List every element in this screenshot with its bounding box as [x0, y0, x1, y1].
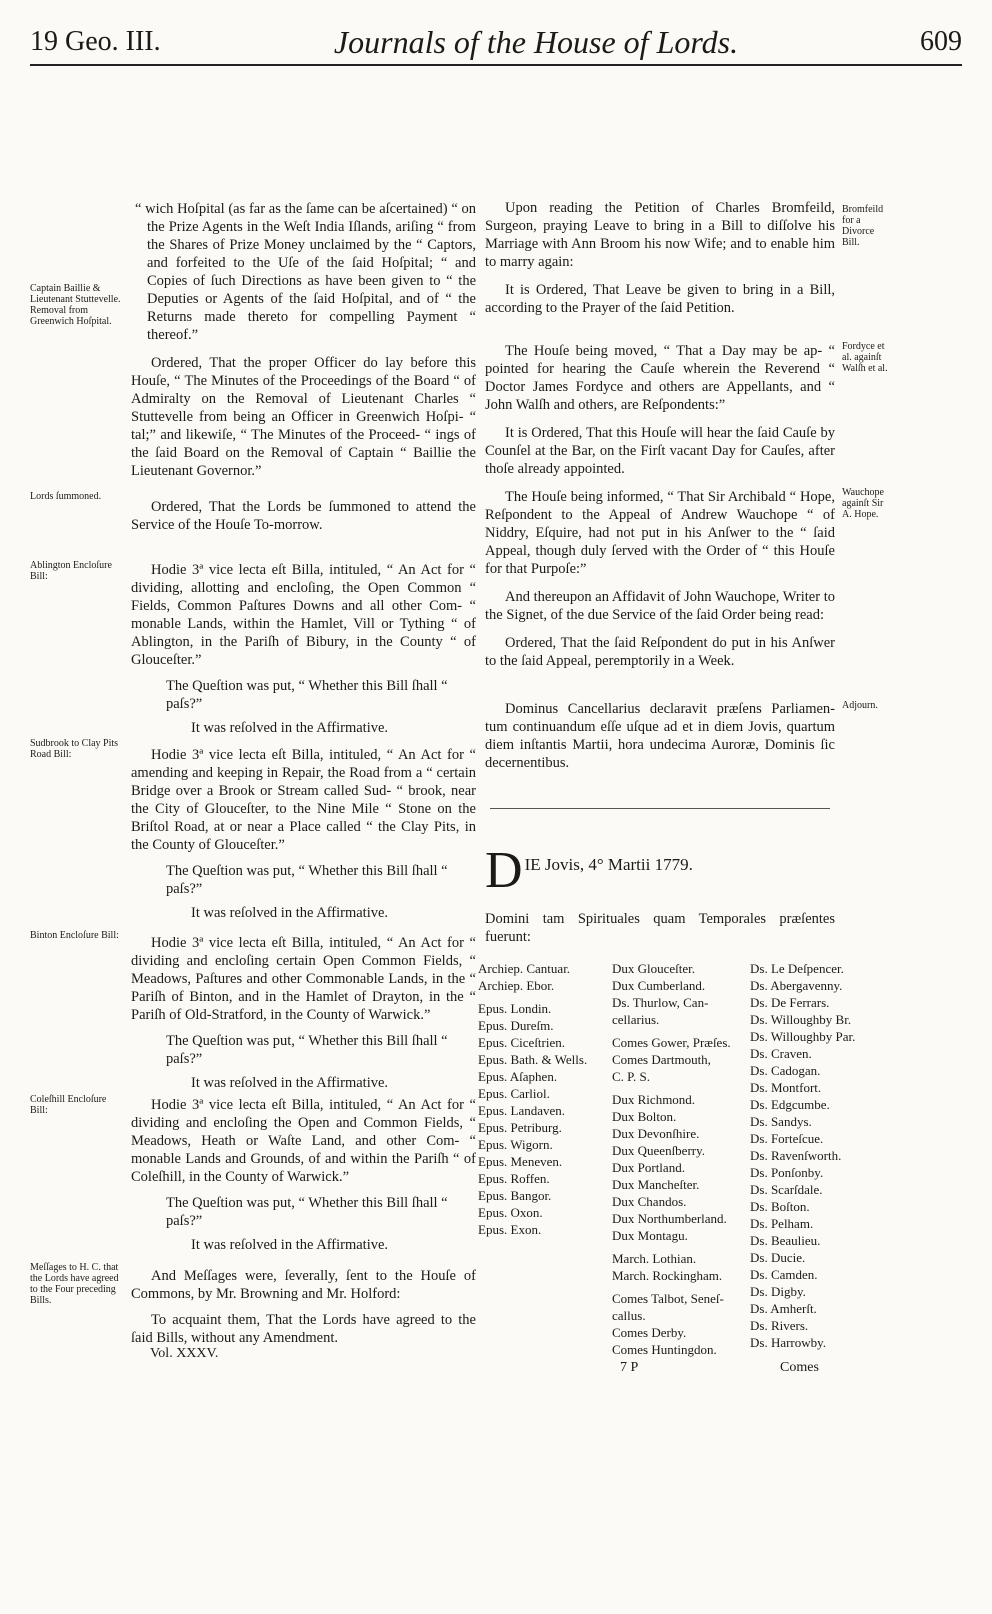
entry-bromfeild-petition: Upon reading the Petition of Charles Bromfeild, Surgeon, praying Leave to bring in a Bill to diſſolve his Marriage with Ann Broom his now Wife; and to enable him to marry again: It is Ordered, That Leave be given to bring in a Bill, according to the Prayer of the ſaid Petition.	[485, 200, 835, 316]
margin-note: Lords ſummoned.	[30, 491, 102, 502]
margin-note: Bromfeild for a Divorce Bill.	[842, 204, 884, 248]
attendee-name: Dux Cumberland.	[612, 978, 706, 993]
margin-note: Binton Encloſure Bill:	[30, 930, 119, 941]
attendee-name: Epus. Bath. & Wells.	[478, 1052, 588, 1067]
attendee-name: Comes Talbot, Seneſ-	[612, 1291, 724, 1306]
attendee-name: Ds. Montfort.	[750, 1080, 822, 1095]
attendee-name: Epus. Aſaphen.	[478, 1069, 558, 1084]
attendee-name: Ds. Harrowby.	[750, 1335, 827, 1350]
margin-note: Coleſhill Encloſure Bill:	[30, 1094, 107, 1116]
attendee-name: Ds. Camden.	[750, 1267, 818, 1282]
entry-sudbrook-bill: Hodie 3ª vice lecta eſt Billa, intituled, “ An Act for “ amending and keeping in Repair, the Road from a “ certain Bridge over a Brook or Stream called Sud- “ brook, near the City of Glouceſter, to the Nine Mile “ Stone on the Briſtol Road, at or near a Place called “ the Clay Pits, in the County of Glouceſter.” The Queſtion was put, “ Whether this Bill ſhall “ paſs?” It was reſolved in the Affirmative.	[131, 747, 476, 921]
attendee-name: Ds. Willoughby Par.	[750, 1029, 856, 1044]
signature-mark: 7 P	[620, 1360, 639, 1375]
attendee-name: Dux Montagu.	[612, 1228, 688, 1243]
attendee-name: March. Lothian.	[612, 1251, 697, 1266]
attendee-name: Ds. Boſton.	[750, 1199, 810, 1214]
entry-order-minutes: Ordered, That the proper Officer do lay before this Houſe, “ The Minutes of the Proceedings of the Board “ of Admiralty on the Removal of Lieutenant Charles “ Stuttevelle from being an Officer in Greenwich Hoſpi- “ tal;” and likewiſe, “ The Minutes of the Proceed- “ ings of the ſaid Board on the Removal of Captain “ Baillie the Lieutenant Governor.”	[131, 355, 476, 479]
attendee-name: Epus. Roffen.	[478, 1171, 550, 1186]
attendee-name: Comes Huntingdon.	[612, 1342, 717, 1357]
attendee-name: cellarius.	[612, 1012, 660, 1027]
attendee-name: Archiep. Ebor.	[478, 978, 555, 993]
header-title: Journals of the House of Lords.	[333, 24, 739, 60]
attendee-name: Ds. Sandys.	[750, 1114, 812, 1129]
attendee-name: Dux Devonſhire.	[612, 1126, 700, 1141]
entry-wauchope-appeal: The Houſe being informed, “ That Sir Archibald “ Hope, Reſpondent to the Appeal of Andrew Wauchope “ of Niddry, Eſquire, had not put in his Anſwer to the “ ſaid Appeal, though duly ſerved with the Order of “ this Houſe for that Purpoſe:” And thereupon an Affidavit of John Wauchope, Writer to the Signet, of the due Service of the ſaid Order being read: Ordered, That the ſaid Reſpondent do put in his Anſwer to the ſaid Appeal, peremptorily in a Week.	[485, 489, 835, 669]
entry-lords-summoned: Ordered, That the Lords be ſummoned to attend the Service of the Houſe To-morrow.	[131, 499, 476, 533]
margin-note: Ablington Encloſure Bill:	[30, 560, 112, 582]
section-rule	[490, 808, 830, 809]
margin-note: Adjourn.	[842, 700, 878, 711]
attendee-name: callus.	[612, 1308, 646, 1323]
attendee-name: Epus. Wigorn.	[478, 1137, 553, 1152]
margin-note: Sudbrook to Clay Pits Road Bill:	[30, 738, 119, 760]
attendee-name: Ds. Ducie.	[750, 1250, 806, 1265]
attendee-name: Ds. Digby.	[750, 1284, 806, 1299]
attendee-name: Epus. Exon.	[478, 1222, 542, 1237]
attendance-bishops	[478, 960, 587, 1238]
attendee-name: Comes Gower, Præſes.	[612, 1035, 731, 1050]
entry-binton-bill: Hodie 3ª vice lecta eſt Billa, intituled, “ An Act for “ dividing and encloſing certain Open Common Fields, “ Meadows, Paſtures and other Commonable Lands, in the “ Pariſh of Binton, and in the Hamlet of Drayton, in the “ Pariſh of Old-Stratford, in the County of Warwick.” The Queſtion was put, “ Whether this Bill ſhall “ paſs?” It was reſolved in the Affirmative.	[131, 935, 476, 1091]
margin-note: Wauchope againſt Sir A. Hope.	[842, 487, 884, 520]
attendee-name: Ds. Forteſcue.	[750, 1131, 824, 1146]
attendance-barons	[750, 960, 855, 1351]
attendee-name: Ds. Amherſt.	[750, 1301, 817, 1316]
entry-adjournment: Dominus Cancellarius declaravit præſens Parliamen- tum continuandum eſſe uſque ad et in diem Jovis, quartum diem inſtantis Martii, hora undecima Auroræ, Dominis ſic decernentibus.	[485, 701, 835, 771]
drop-cap: D	[485, 842, 523, 899]
attendee-name: Epus. Carliol.	[478, 1086, 550, 1101]
attendee-name: Ds. Beaulieu.	[750, 1233, 821, 1248]
attendee-name: Ds. Thurlow, Can-	[612, 995, 709, 1010]
attendee-name: Dux Portland.	[612, 1160, 685, 1175]
attendee-name: Ds. Pelham.	[750, 1216, 814, 1231]
attendee-name: Dux Mancheſter.	[612, 1177, 700, 1192]
attendee-name: Ds. De Ferrars.	[750, 995, 830, 1010]
attendee-name: March. Rockingham.	[612, 1268, 723, 1283]
header-rule	[30, 64, 962, 66]
attendee-name: Comes Derby.	[612, 1325, 687, 1340]
attendance-dukes-earls	[612, 960, 731, 1358]
volume-footer: Vol. XXXV.	[150, 1346, 219, 1361]
attendee-name: Ds. Cadogan.	[750, 1063, 821, 1078]
catchword: Comes	[780, 1360, 819, 1375]
day-heading: D IE Jovis, 4° Martii 1779.	[485, 842, 693, 899]
attendee-name: Ds. Ponſonby.	[750, 1165, 824, 1180]
attendee-name: Ds. Scarſdale.	[750, 1182, 823, 1197]
entry-fordyce-cause: The Houſe being moved, “ That a Day may be ap- “ pointed for hearing the Cauſe wherein the Reverend “ Doctor James Fordyce and others are Appellants, and “ John Walſh and others, are Reſpondents:” It is Ordered, That this Houſe will hear the ſaid Cauſe by Counſel at the Bar, on the Firſt vacant Day for Cauſes, after thoſe already appointed.	[485, 343, 835, 477]
header-page-number: 609	[920, 26, 962, 57]
attendee-name: Ds. Craven.	[750, 1046, 812, 1061]
header-regnal-year: 19 Geo. III.	[30, 26, 161, 57]
margin-note: Fordyce et al. againſt Walſh et al.	[842, 341, 888, 374]
attendee-name: Dux Glouceſter.	[612, 961, 696, 976]
attendee-name: Ds. Rivers.	[750, 1318, 809, 1333]
entry-greenwich-returns: “ wich Hoſpital (as far as the ſame can be aſcertained) “ on the Prize Agents in the Weſt India Iſlands, ariſing “ from the Shares of Prize Money unclaimed by the “ Captors, and forfeited to the Uſe of the ſaid Hoſpital; “ and Copies of ſuch Directions as have been given to “ the Deputies or Agents of the ſaid Hoſpital, and of “ the Returns made thereto for compelling Payment “ thereof.”	[135, 201, 476, 343]
attendee-name: Comes Dartmouth,	[612, 1052, 711, 1067]
attendee-name: Ds. Edgcumbe.	[750, 1097, 830, 1112]
attendee-name: C. P. S.	[612, 1069, 650, 1084]
present-lords-heading: Domini tam Spirituales quam Temporales præſentes fuerunt:	[485, 911, 835, 945]
attendee-name: Ds. Abergavenny.	[750, 978, 843, 993]
attendee-name: Ds. Le Deſpencer.	[750, 961, 844, 976]
attendee-name: Dux Bolton.	[612, 1109, 677, 1124]
attendee-name: Dux Richmond.	[612, 1092, 696, 1107]
attendee-name: Epus. Petriburg.	[478, 1120, 562, 1135]
attendee-name: Epus. Bangor.	[478, 1188, 552, 1203]
attendee-name: Ds. Ravenſworth.	[750, 1148, 842, 1163]
attendee-name: Ds. Willoughby Br.	[750, 1012, 852, 1027]
attendee-name: Dux Northumberland.	[612, 1211, 727, 1226]
attendee-name: Epus. Landaven.	[478, 1103, 566, 1118]
attendee-name: Dux Queenſberry.	[612, 1143, 706, 1158]
entry-messages: And Meſſages were, ſeverally, ſent to the Houſe of Commons, by Mr. Browning and Mr. Holford: To acquaint them, That the Lords have agreed to the ſaid Bills, without any Amendment.	[131, 1268, 476, 1346]
attendee-name: Dux Chandos.	[612, 1194, 687, 1209]
margin-note: Meſſages to H. C. that the Lords have agreed to the Four preceding Bills.	[30, 1262, 119, 1306]
running-header	[30, 16, 962, 64]
margin-note: Captain Baillie & Lieutenant Stuttevelle. Removal from Greenwich Hoſpital.	[30, 283, 121, 327]
attendee-name: Epus. Dureſm.	[478, 1018, 554, 1033]
entry-ablington-bill: Hodie 3ª vice lecta eſt Billa, intituled, “ An Act for “ dividing, allotting and encloſing, the Open Common “ Fields, Common Paſtures Downs and all other Com- “ monable Lands, within the Hamlet, Vill or Tything “ of Ablington, in the Pariſh of Bibury, in the County “ of Glouceſter.” The Queſtion was put, “ Whether this Bill ſhall “ paſs?” It was reſolved in the Affirmative.	[131, 562, 476, 736]
entry-coleshill-bill: Hodie 3ª vice lecta eſt Billa, intituled, “ An Act for “ dividing and encloſing the Open and Common Fields, “ Meadows, Heath or Waſte Land, and other Com- “ monable Lands and Grounds, of and within the Pariſh “ of Coleſhill, in the County of Warwick.” The Queſtion was put, “ Whether this Bill ſhall “ paſs?” It was reſolved in the Affirmative.	[131, 1097, 476, 1253]
attendee-name: Epus. Ciceſtrien.	[478, 1035, 566, 1050]
attendee-name: Epus. Meneven.	[478, 1154, 563, 1169]
attendee-name: Epus. Oxon.	[478, 1205, 543, 1220]
attendee-name: Archiep. Cantuar.	[478, 961, 571, 976]
attendee-name: Epus. Londin.	[478, 1001, 552, 1016]
